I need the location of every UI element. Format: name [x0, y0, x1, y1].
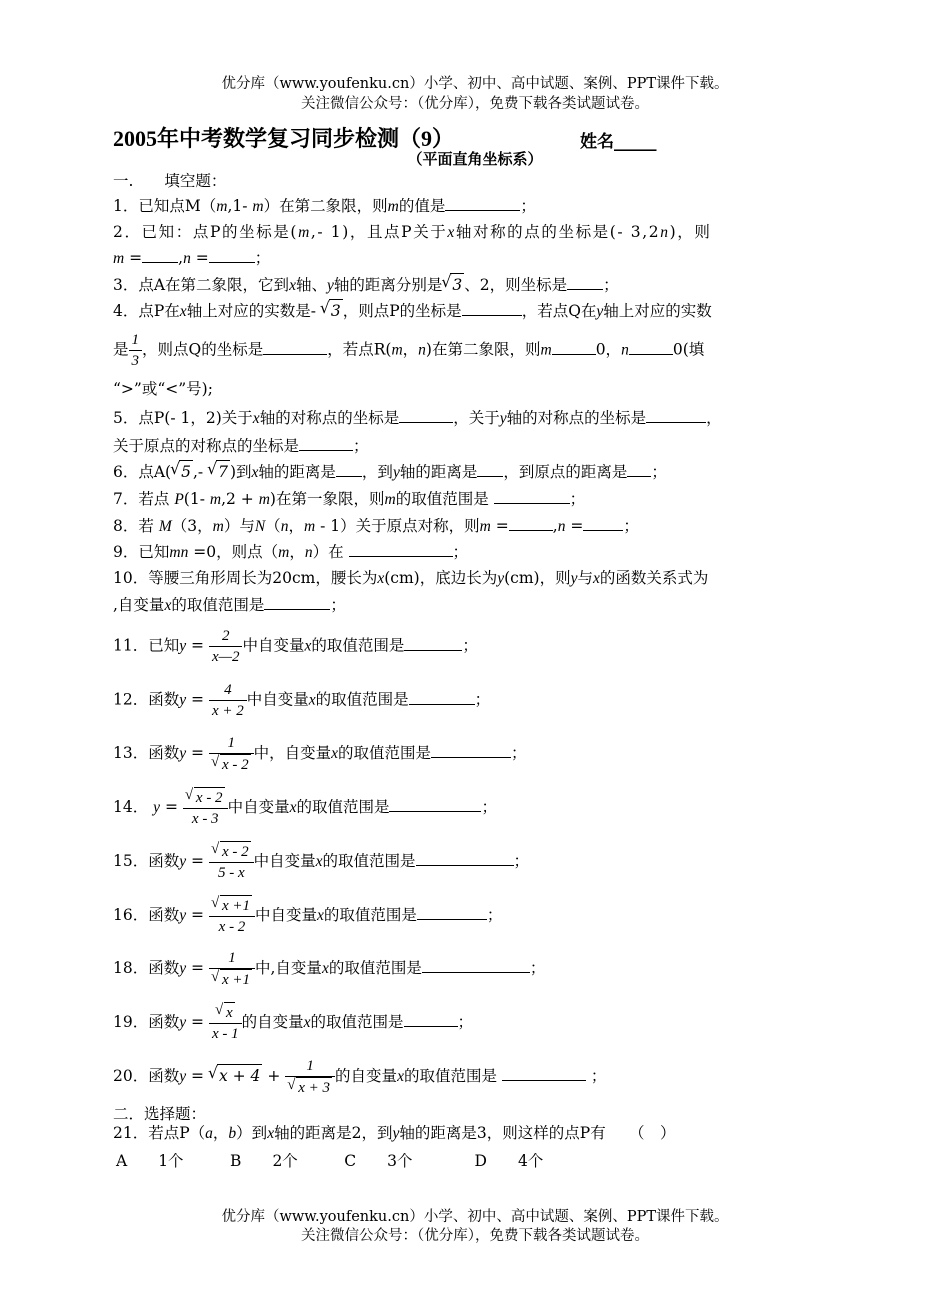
question-5-continued: 关于原点的对称点的坐标是 ； — [113, 434, 369, 457]
question-4-note: “>”或“<”号); — [113, 380, 213, 398]
footer-line-1: 优分库（www.youfenku.cn）小学、初中、高中试题、案例、PPT课件下载。 — [221, 1209, 729, 1225]
question-9: 9．已知mn =0，则点（m，n）在 ； — [113, 540, 468, 564]
question-1: 1．已知点M（m,1- m）在第二象限，则m的值是 ； — [113, 194, 536, 218]
answer-blank[interactable] — [209, 246, 255, 263]
section-2-heading: 二．选择题： — [113, 1105, 207, 1123]
answer-blank[interactable] — [445, 194, 520, 211]
question-21-options: A 1个 B 2个 C 3个 D 4个 — [116, 1152, 544, 1170]
question-12: 12．函数y = $\frac{4}{x + 2}$ 中自变量x的取值范围是 ； — [113, 682, 491, 719]
question-18: 18．函数y = 1 √ x +1 中,自变量x的取值范围是 ； — [113, 948, 545, 990]
answer-blank[interactable] — [646, 406, 706, 423]
answer-blank[interactable] — [627, 460, 651, 477]
answer-blank[interactable] — [389, 795, 481, 812]
answer-blank[interactable] — [417, 903, 487, 920]
answer-blank[interactable] — [409, 688, 475, 705]
answer-blank[interactable] — [583, 514, 623, 531]
answer-blank[interactable] — [404, 1010, 458, 1027]
question-2-continued: m = ,n = ； — [113, 246, 270, 270]
answer-blank[interactable] — [264, 593, 330, 610]
question-5: 5．点P(- 1，2)关于x轴的对称点的坐标是 ，关于y轴的对称点的坐标是 ， — [113, 406, 722, 430]
question-20: 20．函数y = √ x + 4 + 1 √ x + 3 的自变量x的取值范围是 ； — [113, 1056, 606, 1098]
answer-blank[interactable] — [477, 460, 503, 477]
question-21: 21．若点P（a，b）到x轴的距离是2，到y轴的距离是3，则这样的点P有 （ ） — [113, 1124, 676, 1142]
answer-blank[interactable] — [552, 338, 596, 355]
question-16: 16．函数y = √ $\frac{x +1}{x - 2}$ 中自变量x的取值范围是 ； — [113, 895, 502, 937]
answer-blank[interactable] — [422, 956, 530, 973]
header-line-1: 优分库（www.youfenku.cn）小学、初中、高中试题、案例、PPT课件下载。 — [221, 76, 729, 92]
question-3: 3．点A在第二象限，它到x轴、y轴的距离分别是√ 3 、2，则坐标是 ； — [113, 273, 619, 297]
question-11: 11．已知y = $\frac{2}{x—2}$ 中自变量x的取值范围是 ； — [113, 628, 478, 665]
question-4-continued: 是 $\frac{1}{3}$ ，则点Q的坐标是 ，若点R(m，n)在第二象限，则m 0，n 0(填 — [113, 332, 705, 369]
answer-blank[interactable] — [399, 406, 453, 423]
answer-blank[interactable] — [502, 1064, 586, 1081]
answer-blank[interactable] — [263, 338, 327, 355]
name-field-label: 姓名_____ — [580, 132, 657, 152]
page-title: 2005年中考数学复习同步检测（9） — [113, 126, 455, 151]
question-4: 4．点P在x轴上对应的实数是- √ 3 ，则点P的坐标是 ，若点Q在y轴上对应的实数 — [113, 299, 712, 323]
question-6: 6．点A(√ 5 ,- √ 7 )到x轴的距离是 ，到y轴的距离是 ，到原点的距离是 ； — [113, 460, 667, 484]
page-subtitle: （平面直角坐标系） — [407, 150, 543, 168]
question-10-continued: ,自变量x的取值范围是 ； — [113, 593, 346, 617]
answer-blank[interactable] — [509, 514, 553, 531]
question-19: 19．函数y = √ $\frac{x}{x - 1}$ 的自变量x的取值范围是 ； — [113, 1002, 473, 1044]
answer-blank[interactable] — [431, 741, 511, 758]
answer-blank[interactable] — [462, 299, 522, 316]
question-7: 7．若点 P(1- m,2 + m)在第一象限，则m的取值范围是 ； — [113, 487, 585, 511]
answer-blank[interactable] — [349, 540, 453, 557]
answer-blank[interactable] — [567, 273, 603, 290]
question-15: 15．函数y = √ $\frac{x - 2}{5 - x}$ 中自变量x的取值范围是 ； — [113, 841, 529, 883]
answer-blank[interactable] — [142, 246, 178, 263]
answer-blank[interactable] — [494, 487, 570, 504]
question-8: 8．若 M（3，m）与N（n，m - 1）关于原点对称，则m = ,n = ； — [113, 514, 639, 538]
answer-blank[interactable] — [629, 338, 673, 355]
answer-blank[interactable] — [336, 460, 362, 477]
footer-line-2: 关注微信公众号：（优分库），免费下载各类试题试卷。 — [301, 1228, 649, 1244]
answer-blank[interactable] — [299, 434, 353, 451]
question-10: 10．等腰三角形周长为20cm，腰长为x(cm)，底边长为y(cm)，则y与x的函数关系式为 — [113, 569, 709, 587]
question-14: 14． y = √ $\frac{x - 2}{x - 3}$ 中自变量x的取值范围是 ； — [113, 787, 497, 829]
answer-blank[interactable] — [404, 634, 462, 651]
question-2: 2．已知：点P的坐标是(m,- 1)，且点P关于x轴对称的点的坐标是(- 3,2n)，则 — [113, 223, 712, 241]
question-13: 13．函数y = 1 √ x - 2 中，自变量x的取值范围是 ； — [113, 733, 527, 775]
answer-blank[interactable] — [416, 849, 514, 866]
section-1-heading: 一. 填空题： — [113, 172, 227, 190]
header-line-2: 关注微信公众号：（优分库），免费下载各类试题试卷。 — [301, 96, 649, 112]
